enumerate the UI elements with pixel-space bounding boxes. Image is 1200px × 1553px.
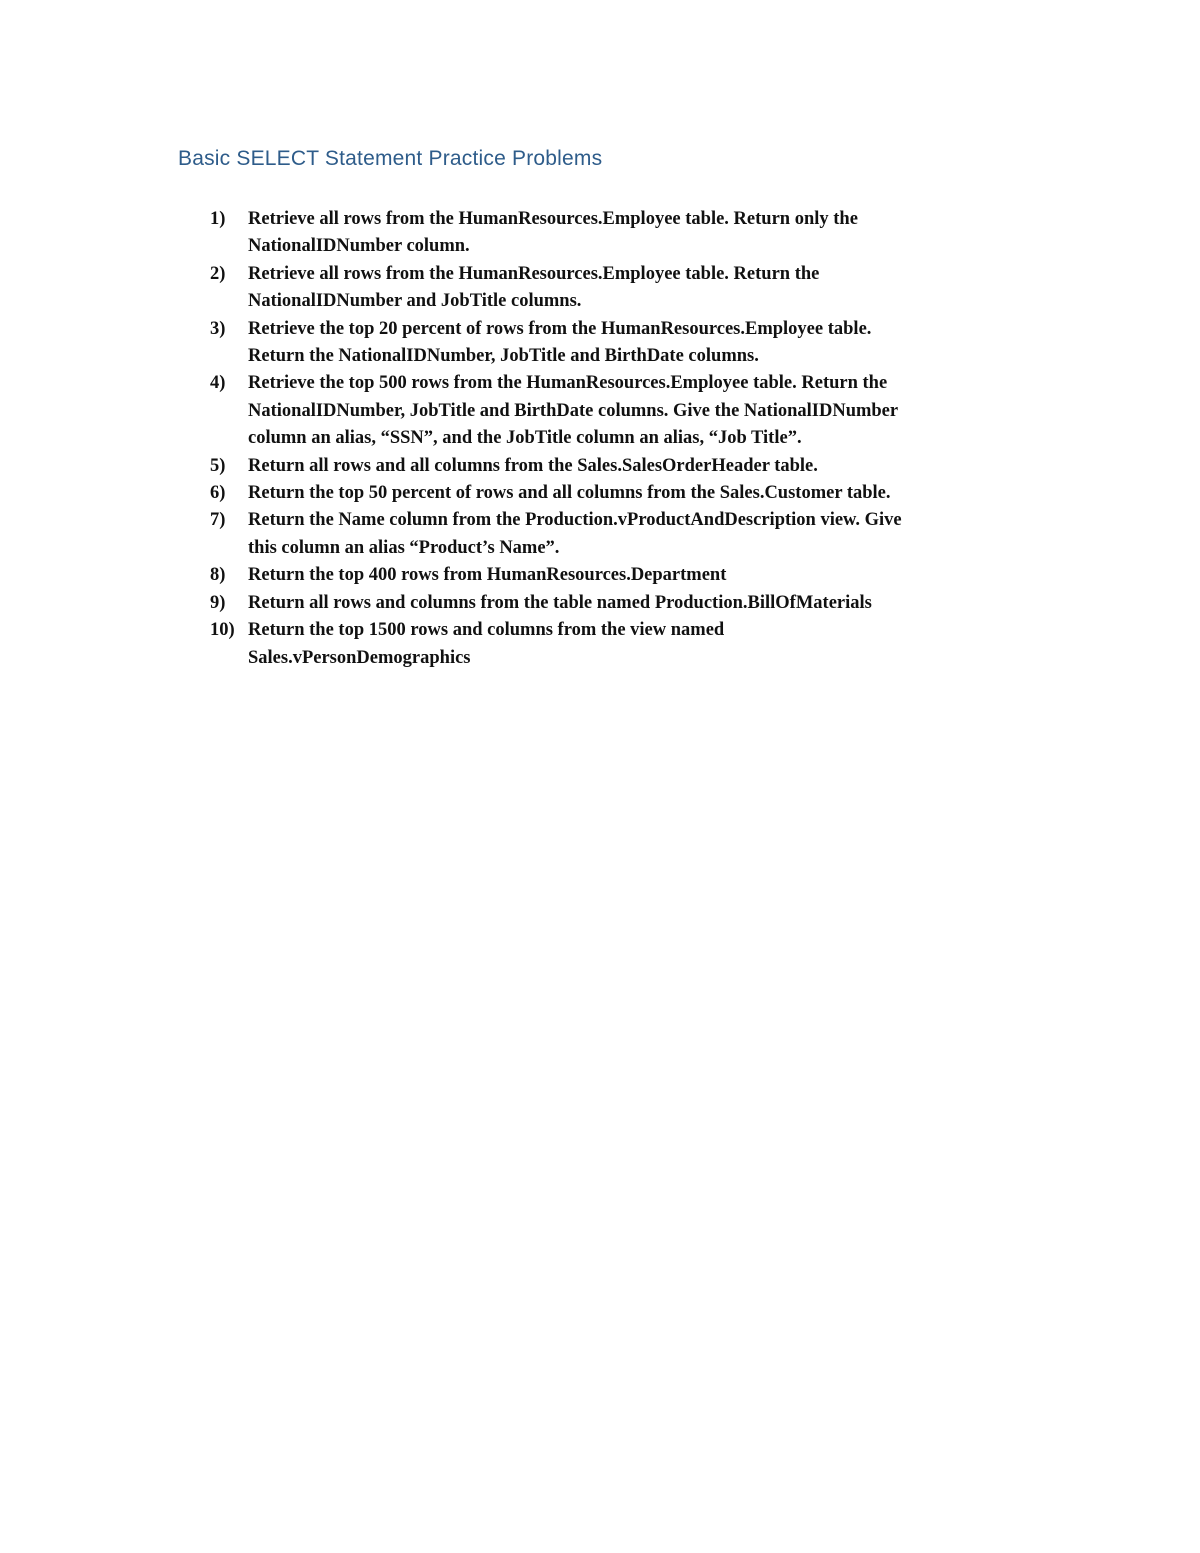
problem-number: 10) <box>210 620 235 641</box>
problem-text-line: Return the NationalIDNumber, JobTitle and BirthDate columns. <box>248 346 759 367</box>
problem-text-line: Retrieve the top 500 rows from the HumanResources.Employee table. Return the <box>248 373 888 394</box>
problem-number: 6) <box>210 483 226 504</box>
problem-number: 5) <box>210 455 226 476</box>
problem-number: 3) <box>210 318 226 339</box>
problem-text-line: Retrieve all rows from the HumanResources.Employee table. Return the <box>248 263 820 284</box>
list-item <box>210 562 1020 589</box>
problem-number: 4) <box>210 373 226 394</box>
problem-number: 1) <box>210 209 226 229</box>
problem-text-line: Return all rows and columns from the table named Production.BillOfMaterials <box>248 592 872 613</box>
problem-list <box>210 206 1020 672</box>
problem-text-line: Return all rows and all columns from the Sales.SalesOrderHeader table. <box>248 455 818 476</box>
list-item <box>210 370 1020 452</box>
list-item <box>210 453 1020 480</box>
list-item <box>210 316 1020 371</box>
list-item <box>210 261 1020 316</box>
problem-text-line: Return the top 1500 rows and columns from the view named <box>248 620 725 641</box>
problem-text-line: this column an alias “Product’s Name”. <box>248 537 560 558</box>
problem-text-line: NationalIDNumber, JobTitle and BirthDate columns. Give the NationalIDNumber <box>248 400 899 421</box>
list-item <box>210 617 1020 672</box>
problem-number: 8) <box>210 565 226 586</box>
problem-text-line: Sales.vPersonDemographics <box>248 647 471 668</box>
problem-text-line: NationalIDNumber and JobTitle columns. <box>248 291 582 312</box>
list-item <box>210 206 1020 261</box>
problem-text-line: Return the top 400 rows from HumanResources.Department <box>248 565 727 586</box>
list-item <box>210 590 1020 617</box>
problem-text-line: NationalIDNumber column. <box>248 236 470 257</box>
problem-text-line: Return the Name column from the Production.vProductAndDescription view. Give <box>248 510 902 531</box>
problem-text-line: Return the top 50 percent of rows and all columns from the Sales.Customer table. <box>248 483 891 504</box>
problem-text-line: column an alias, “SSN”, and the JobTitle column an alias, “Job Title”. <box>248 428 802 449</box>
list-item <box>210 480 1020 507</box>
page-title: Basic SELECT Statement Practice Problems <box>178 147 603 170</box>
problem-text-line: Retrieve all rows from the HumanResources.Employee table. Return only the <box>248 209 858 229</box>
list-item <box>210 507 1020 562</box>
problem-text-line: Retrieve the top 20 percent of rows from the HumanResources.Employee table. <box>248 318 872 339</box>
problem-number: 9) <box>210 592 226 613</box>
problem-number: 7) <box>210 510 226 531</box>
problem-number: 2) <box>210 263 226 284</box>
